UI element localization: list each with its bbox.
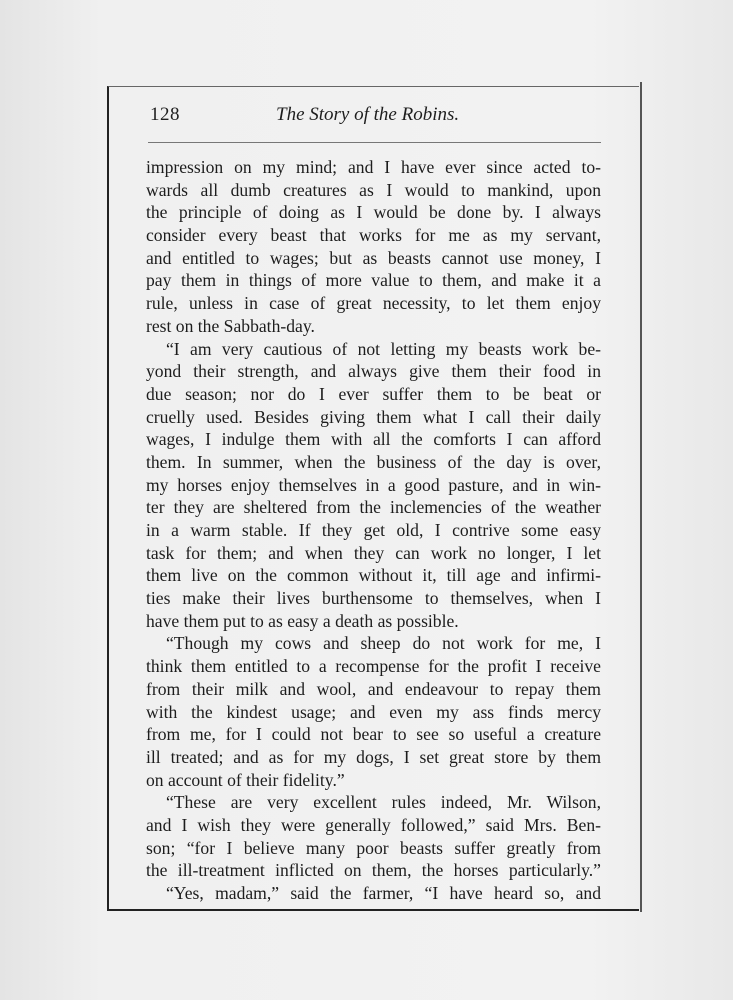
text-line: from me, for I could not bear to see so useful a creature <box>146 724 601 745</box>
text-line: yond their strength, and always give them their food in <box>146 361 601 382</box>
text-line: them. In summer, when the business of the day is over, <box>146 451 601 472</box>
text-line: with the kindest usage; and even my ass finds mercy <box>146 701 601 722</box>
text-line: “These are very excellent rules indeed, Mr. Wilson, <box>166 792 601 813</box>
text-line: rest on the Sabbath-day. <box>146 315 315 336</box>
text-line: and entitled to wages; but as beasts cannot use money, I <box>146 247 601 268</box>
running-title: The Story of the Robins. <box>276 104 460 125</box>
text-line: have them put to as easy a death as possible. <box>146 610 459 631</box>
text-line: “Though my cows and sheep do not work for me, I <box>166 633 601 654</box>
text-line: “I am very cautious of not letting my beasts work be- <box>166 338 601 359</box>
text-line: impression on my mind; and I have ever since acted to- <box>146 157 601 177</box>
text-line: ter they are sheltered from the inclemencies of the weather <box>146 497 601 518</box>
text-line: son; “for I believe many poor beasts suffer greatly from <box>146 837 601 858</box>
text-line: cruelly used. Besides giving them what I call their daily <box>146 406 601 427</box>
text-line: ties make their lives burthensome to themselves, when I <box>146 588 601 609</box>
text-line: them live on the common without it, till age and infirmi- <box>146 565 601 586</box>
text-line: the principle of doing as I would be done by. I always <box>146 202 601 223</box>
text-line: my horses enjoy themselves in a good pasture, and in win- <box>146 474 601 495</box>
text-line: task for them; and when they can work no longer, I let <box>146 542 601 563</box>
text-line: rule, unless in case of great necessity, to let them enjoy <box>146 293 601 314</box>
text-line: wards all dumb creatures as I would to mankind, upon <box>146 179 601 200</box>
text-line: and I wish they were generally followed,” said Mrs. Ben- <box>146 814 601 835</box>
header-rule <box>148 142 601 143</box>
text-line: due season; nor do I ever suffer them to be beat or <box>146 383 601 404</box>
text-line: in a warm stable. If they get old, I contrive some easy <box>146 520 601 540</box>
text-line: from their milk and wool, and endeavour to repay them <box>146 678 601 699</box>
text-line: the ill-treatment inflicted on them, the horses particularly.” <box>146 860 601 881</box>
text-line: ill treated; and as for my dogs, I set great store by them <box>146 746 601 767</box>
text-line: wages, I indulge them with all the comforts I can afford <box>146 429 601 450</box>
text-line: on account of their fidelity.” <box>146 769 345 790</box>
page-edge-line <box>640 82 642 912</box>
page-number: 128 <box>150 104 180 125</box>
text-line: “Yes, madam,” said the farmer, “I have heard so, and <box>166 883 601 903</box>
text-line: think them entitled to a recompense for the profit I receive <box>146 656 601 677</box>
text-line: consider every beast that works for me as my servant, <box>146 225 601 246</box>
text-line: pay them in things of more value to them, and make it a <box>146 270 601 291</box>
body-text <box>146 156 601 905</box>
